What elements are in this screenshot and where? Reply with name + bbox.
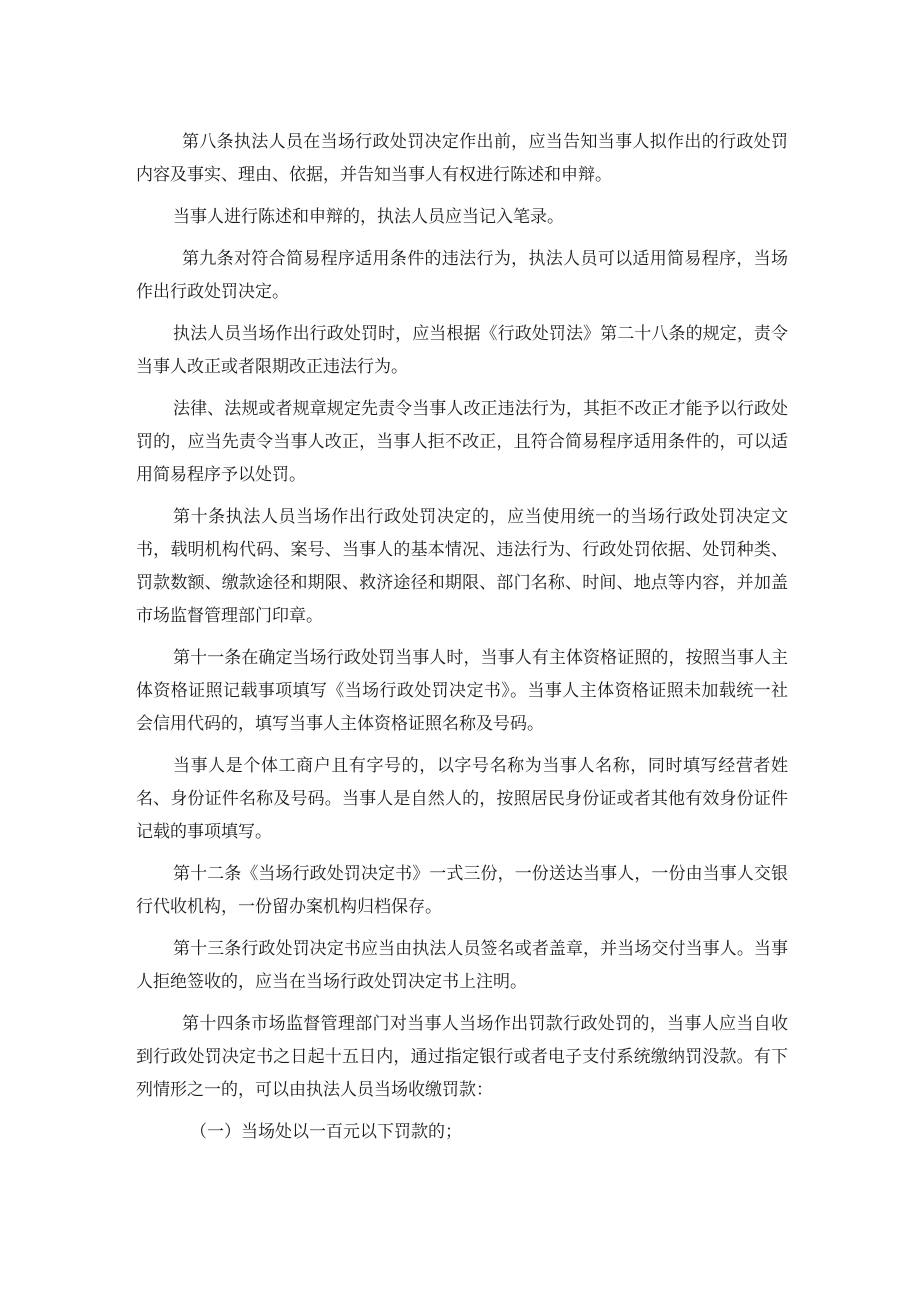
article-9-paragraph: 第九条对符合简易程序适用条件的违法行为，执法人员可以适用简易程序，当场作出行政处罚决定。 bbox=[136, 249, 788, 302]
article-14-item-1: （一）当场处以一百元以下罚款的； bbox=[190, 1122, 462, 1142]
article-12-paragraph: 第十二条《当场行政处罚决定书》一式三份，一份送达当事人，一份由当事人交银行代收机构，一份留办案机构归档保存。 bbox=[136, 864, 788, 917]
article-8-note-paragraph: 当事人进行陈述和申辩的，执法人员应当记入笔录。 bbox=[173, 207, 564, 227]
article-11-individual-paragraph: 当事人是个体工商户且有字号的，以字号名称为当事人名称，同时填写经营者姓名、身份证件名称及号码。当事人是自然人的，按照居民身份证或者其他有效身份证件记载的事项填写。 bbox=[136, 756, 788, 842]
document-body bbox=[136, 126, 788, 1158]
article-13-paragraph: 第十三条行政处罚决定书应当由执法人员签名或者盖章，并当场交付当事人。当事人拒绝签收的，应当在当场行政处罚决定书上注明。 bbox=[136, 939, 788, 992]
article-9-correction-paragraph: 执法人员当场作出行政处罚时，应当根据《行政处罚法》第二十八条的规定，责令当事人改正或者限期改正违法行为。 bbox=[136, 324, 788, 377]
article-14-paragraph: 第十四条市场监督管理部门对当事人当场作出罚款行政处罚的，当事人应当自收到行政处罚决定书之日起十五日内，通过指定银行或者电子支付系统缴纳罚没款。有下列情形之一的，可以由执法人员当场收缴罚款： bbox=[136, 1014, 788, 1100]
article-8-paragraph: 第八条执法人员在当场行政处罚决定作出前，应当告知当事人拟作出的行政处罚内容及事实、理由、依据，并告知当事人有权进行陈述和申辩。 bbox=[136, 132, 788, 185]
article-11-paragraph: 第十一条在确定当场行政处罚当事人时，当事人有主体资格证照的，按照当事人主体资格证照记载事项填写《当场行政处罚决定书》。当事人主体资格证照未加载统一社会信用代码的，填写当事人主体资格证照名称及号码。 bbox=[136, 648, 788, 734]
article-10-paragraph: 第十条执法人员当场作出行政处罚决定的，应当使用统一的当场行政处罚决定文书，载明机构代码、案号、当事人的基本情况、违法行为、行政处罚依据、处罚种类、罚款数额、缴款途径和期限、救济途径和期限、部门名称、时间、地点等内容，并加盖市场监督管理部门印章。 bbox=[136, 507, 788, 626]
article-9-rules-paragraph: 法律、法规或者规章规定先责令当事人改正违法行为，其拒不改正才能予以行政处罚的，应当先责令当事人改正，当事人拒不改正，且符合简易程序适用条件的，可以适用简易程序予以处罚。 bbox=[136, 399, 788, 485]
